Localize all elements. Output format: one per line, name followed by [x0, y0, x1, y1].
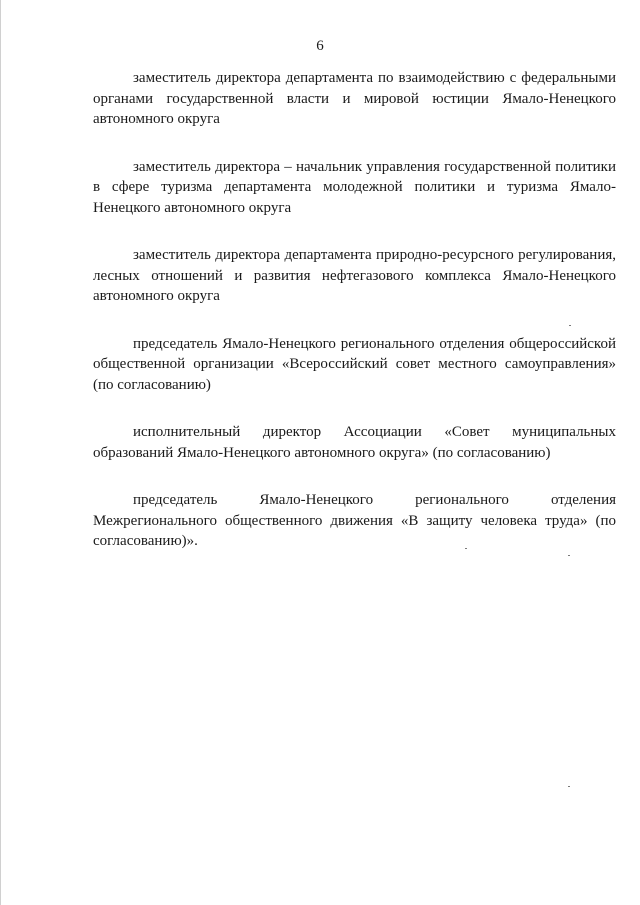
scan-speck — [568, 555, 570, 556]
list-item: заместитель директора департамента по взаимодействию с федеральными органами государственной власти и мировой юстиции Ямало-Ненецкого автономного округа — [93, 70, 616, 127]
list-item: исполнительный директор Ассоциации «Совет муниципальных образований Ямало-Ненецкого автономного округа» (по согласованию) — [93, 424, 616, 461]
page-number: 6 — [316, 38, 324, 54]
list-item: председатель Ямало-Ненецкого регионального отделения общероссийской общественной организации «Всероссийский совет местного самоуправления» (по согласованию) — [93, 335, 616, 393]
scan-speck — [568, 786, 570, 787]
members-list — [93, 68, 616, 552]
list-item: председатель Ямало-Ненецкого регионального отделения Межрегионального общественного движения «В защиту человека труда» (по согласованию)». — [93, 492, 616, 549]
list-item: заместитель директора департамента природно-ресурсного регулирования, лесных отношений и развития нефтегазового комплекса Ямало-Ненецкого автономного округа — [93, 247, 616, 304]
list-item: заместитель директора – начальник управления государственной политики в сфере туризма департамента молодежной политики и туризма Ямало-Ненецкого автономного округа — [93, 158, 616, 216]
scan-speck — [465, 548, 467, 549]
scan-edge — [0, 0, 1, 905]
scan-speck — [569, 325, 571, 326]
